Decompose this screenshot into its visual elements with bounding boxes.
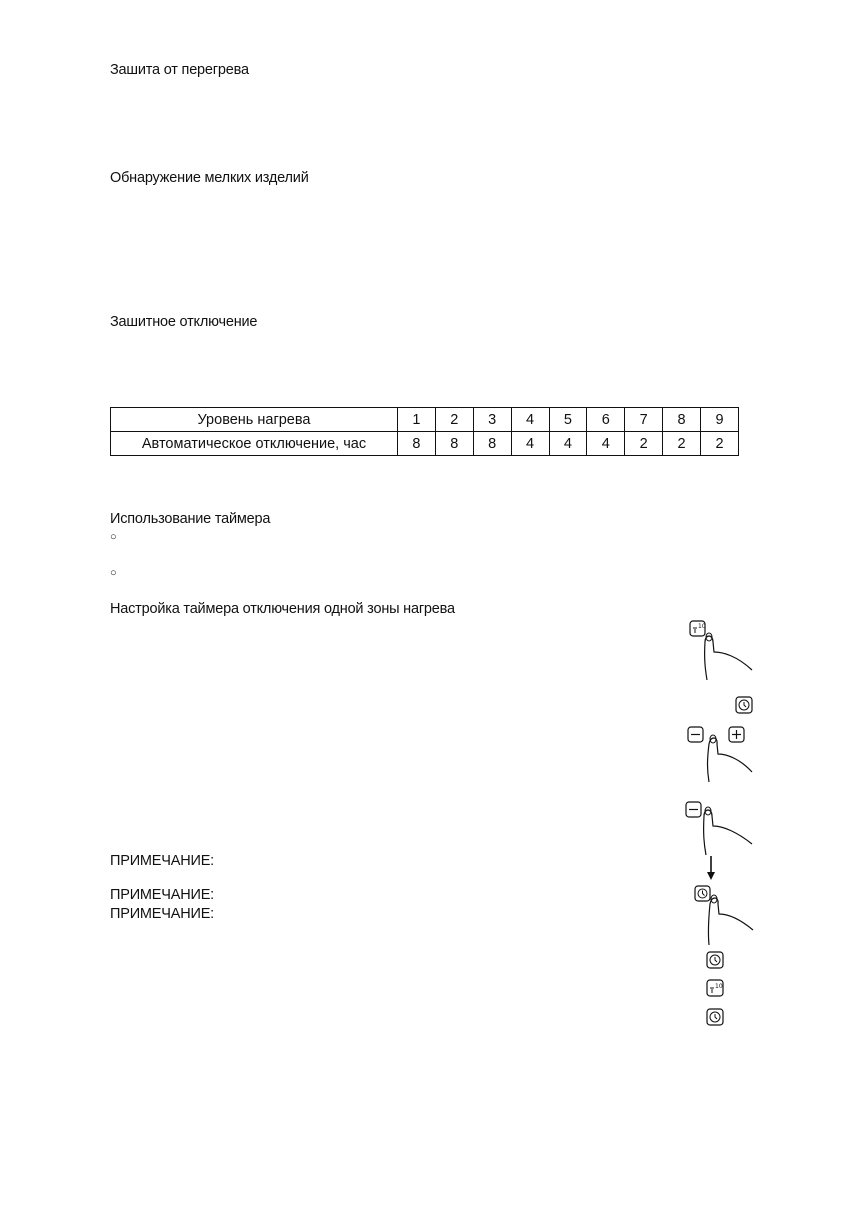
table-cell: 3 [473, 408, 511, 432]
note-label: ПРИМЕЧАНИЕ: [110, 887, 214, 903]
table-cell: 8 [663, 408, 701, 432]
table-cell: 4 [549, 432, 587, 456]
overheat-protection-heading: Зашита от перегрева [110, 62, 249, 78]
plus-icon [729, 727, 744, 742]
finger-press-icon [686, 724, 756, 784]
auto-shutoff-table [110, 407, 739, 456]
table-row-label: Автоматическое отключение, час [111, 432, 398, 456]
table-cell: 8 [398, 432, 436, 456]
svg-text:10: 10 [715, 983, 723, 990]
svg-text:10: 10 [698, 623, 706, 630]
zone-timer-icon [690, 621, 706, 636]
clock-icon [735, 696, 753, 714]
bullet-marker: ○ [110, 567, 117, 579]
table-cell: 2 [663, 432, 701, 456]
table-cell: 1 [398, 408, 436, 432]
table-cell: 7 [625, 408, 663, 432]
small-items-detection-heading: Обнаружение мелких изделий [110, 170, 309, 186]
minus-icon [686, 802, 701, 817]
table-cell: 6 [587, 408, 625, 432]
table-cell: 8 [435, 432, 473, 456]
clock-icon [695, 886, 710, 901]
finger-press-icon [685, 618, 757, 682]
clock-icon [706, 951, 724, 969]
minus-icon [688, 727, 703, 742]
finger-press-icon [684, 800, 756, 950]
table-row-label: Уровень нагрева [111, 408, 398, 432]
note-label: ПРИМЕЧАНИЕ: [110, 906, 214, 922]
table-cell: 2 [625, 432, 663, 456]
table-row [111, 432, 739, 456]
table-cell: 5 [549, 408, 587, 432]
note-label: ПРИМЕЧАНИЕ: [110, 853, 214, 869]
bullet-marker: ○ [110, 531, 117, 543]
table-row [111, 408, 739, 432]
table-cell: 4 [587, 432, 625, 456]
zone-timer-icon [706, 979, 724, 997]
table-cell: 4 [511, 408, 549, 432]
table-cell: 2 [435, 408, 473, 432]
timer-setup-heading: Настройка таймера отключения одной зоны нагрева [110, 601, 455, 617]
table-cell: 2 [701, 432, 739, 456]
timer-usage-heading: Использование таймера [110, 511, 271, 527]
table-cell: 9 [701, 408, 739, 432]
table-cell: 4 [511, 432, 549, 456]
arrow-down-icon [707, 856, 715, 880]
clock-icon [706, 1008, 724, 1026]
table-cell: 8 [473, 432, 511, 456]
safety-shutoff-heading: Зашитное отключение [110, 314, 258, 330]
